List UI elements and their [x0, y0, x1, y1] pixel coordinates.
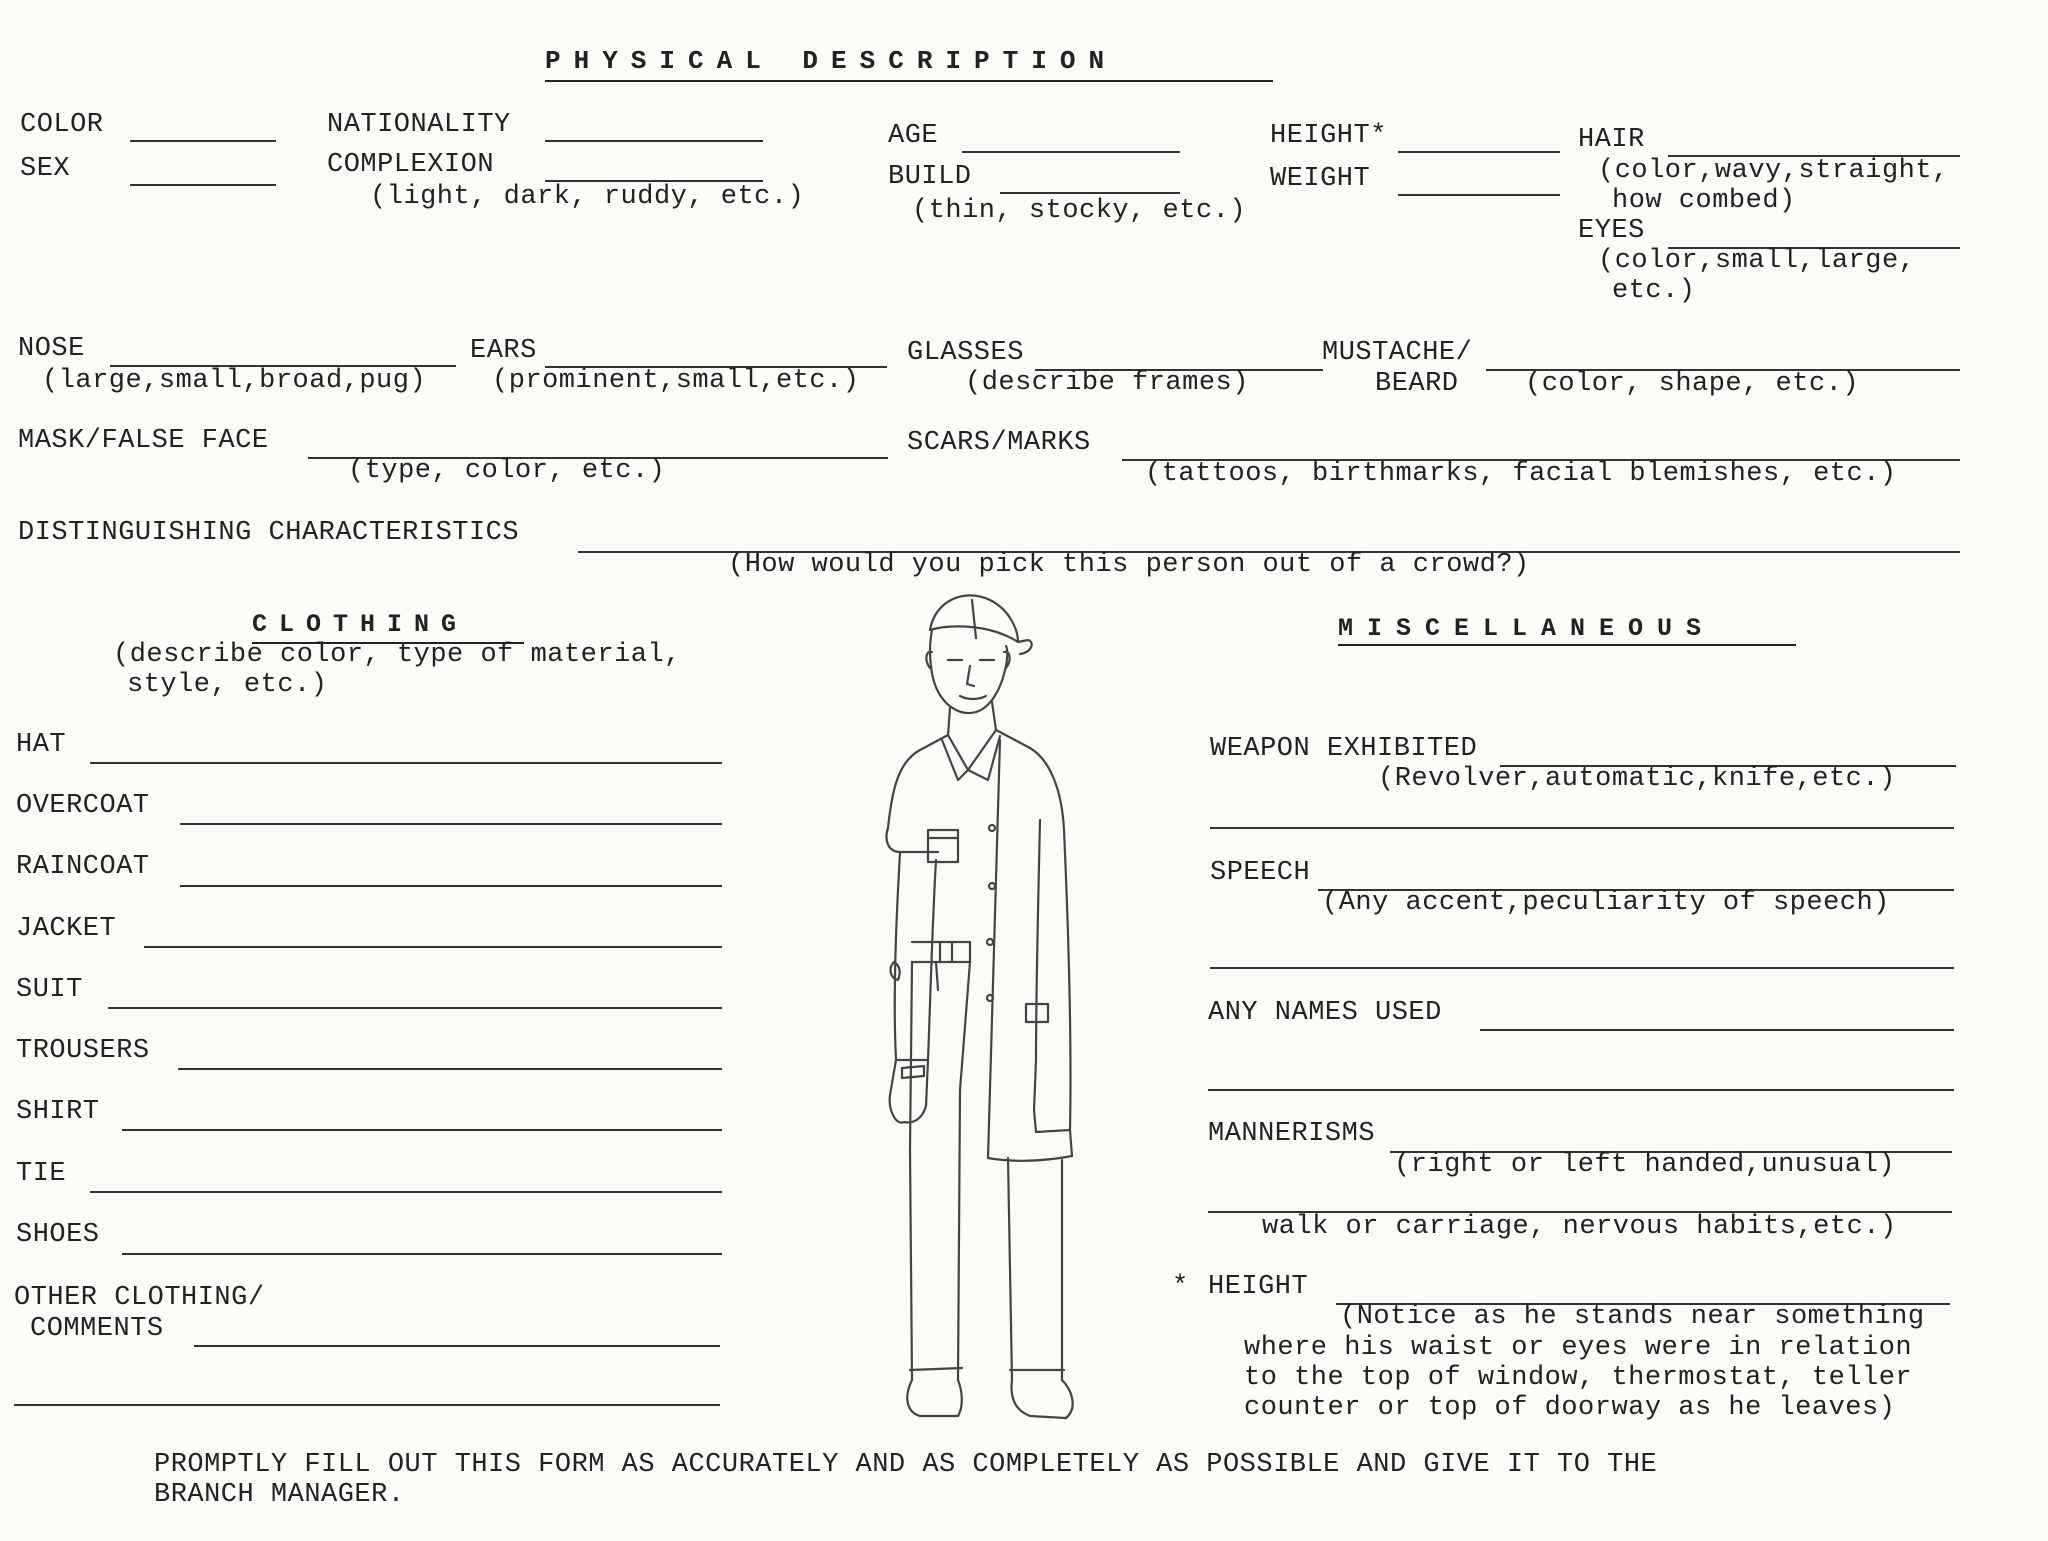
hair-label: HAIR: [1578, 125, 1645, 155]
comments-label: COMMENTS: [30, 1314, 164, 1344]
suit-label: SUIT: [16, 975, 83, 1005]
height-note-star: *: [1172, 1272, 1189, 1302]
height-note-2: where his waist or eyes were in relation: [1244, 1333, 1913, 1363]
names-field-2[interactable]: [1208, 1089, 1954, 1091]
speech-hint: (Any accent,peculiarity of speech): [1322, 888, 1890, 918]
shirt-label: SHIRT: [16, 1097, 100, 1127]
distinguishing-label: DISTINGUISHING CHARACTERISTICS: [18, 518, 520, 548]
misc-underline: [1338, 644, 1796, 646]
footer-instruction-2: BRANCH MANAGER.: [154, 1480, 405, 1510]
ears-label: EARS: [470, 336, 537, 366]
other-clothing-label: OTHER CLOTHING/: [14, 1283, 265, 1313]
footer-instruction-1: PROMPTLY FILL OUT THIS FORM AS ACCURATELY AND AS COMPLETELY AS POSSIBLE AND GIVE IT TO THE: [154, 1450, 1658, 1480]
distinguishing-hint: (How would you pick this person out of a crowd?): [728, 550, 1530, 580]
nationality-field[interactable]: [545, 140, 763, 142]
person-outline-illustration: [840, 590, 1130, 1440]
weight-field[interactable]: [1398, 194, 1560, 196]
sex-label: SEX: [20, 154, 71, 184]
height-field[interactable]: [1398, 151, 1560, 153]
weapon-field-2[interactable]: [1210, 827, 1954, 829]
speech-field-2[interactable]: [1210, 967, 1954, 969]
speech-label: SPEECH: [1210, 858, 1311, 888]
scars-hint: (tattoos, birthmarks, facial blemishes, etc.): [1145, 459, 1897, 489]
mask-hint: (type, color, etc.): [348, 456, 666, 486]
mask-label: MASK/FALSE FACE: [18, 426, 269, 456]
raincoat-field[interactable]: [180, 885, 722, 887]
glasses-hint: (describe frames): [965, 368, 1249, 398]
tie-label: TIE: [16, 1159, 67, 1189]
build-label: BUILD: [888, 162, 972, 192]
height-note-4: counter or top of doorway as he leaves): [1244, 1393, 1896, 1423]
shoes-field[interactable]: [122, 1253, 722, 1255]
height-note-label: HEIGHT: [1208, 1272, 1309, 1302]
shirt-field[interactable]: [122, 1129, 722, 1131]
weapon-label: WEAPON EXHIBITED: [1210, 734, 1478, 764]
hat-field[interactable]: [90, 762, 722, 764]
hair-hint-1: (color,wavy,straight,: [1598, 156, 1949, 186]
glasses-label: GLASSES: [907, 338, 1024, 368]
trousers-label: TROUSERS: [16, 1036, 150, 1066]
misc-heading: MISCELLANEOUS: [1338, 614, 1716, 643]
nose-label: NOSE: [18, 334, 85, 364]
nationality-label: NATIONALITY: [327, 110, 511, 140]
clothing-hint-2: style, etc.): [127, 670, 328, 700]
build-field[interactable]: [1000, 192, 1180, 194]
comments-field[interactable]: [194, 1345, 720, 1347]
eyes-label: EYES: [1578, 216, 1645, 246]
sex-field[interactable]: [130, 184, 276, 186]
tie-field[interactable]: [90, 1191, 722, 1193]
height-label: HEIGHT*: [1270, 121, 1387, 151]
mannerisms-hint-1: (right or left handed,unusual): [1394, 1150, 1896, 1180]
comments-field-2[interactable]: [14, 1404, 720, 1406]
eyes-hint-1: (color,small,large,: [1598, 246, 1916, 276]
clothing-heading: CLOTHING: [252, 610, 469, 639]
age-field[interactable]: [962, 151, 1180, 153]
overcoat-label: OVERCOAT: [16, 791, 150, 821]
shoes-label: SHOES: [16, 1220, 100, 1250]
beard-label: BEARD: [1375, 369, 1459, 399]
names-label: ANY NAMES USED: [1208, 998, 1442, 1028]
ears-hint: (prominent,small,etc.): [492, 366, 860, 396]
weapon-hint: (Revolver,automatic,knife,etc.): [1378, 764, 1896, 794]
hat-label: HAT: [16, 730, 67, 760]
build-hint: (thin, stocky, etc.): [912, 196, 1247, 226]
names-field[interactable]: [1480, 1029, 1954, 1031]
height-note-3: to the top of window, thermostat, teller: [1244, 1363, 1913, 1393]
scars-label: SCARS/MARKS: [907, 428, 1091, 458]
jacket-field[interactable]: [144, 946, 722, 948]
form-title: PHYSICAL DESCRIPTION: [545, 46, 1118, 76]
nose-hint: (large,small,broad,pug): [42, 366, 427, 396]
eyes-hint-2: etc.): [1612, 276, 1696, 306]
trousers-field[interactable]: [178, 1068, 722, 1070]
complexion-hint: (light, dark, ruddy, etc.): [370, 182, 805, 212]
title-underline: [545, 80, 1273, 82]
mustache-hint: (color, shape, etc.): [1525, 369, 1860, 399]
color-field[interactable]: [130, 140, 276, 142]
overcoat-field[interactable]: [180, 823, 722, 825]
height-note-1: (Notice as he stands near something: [1340, 1302, 1925, 1332]
mannerisms-label: MANNERISMS: [1208, 1119, 1376, 1149]
color-label: COLOR: [20, 110, 104, 140]
raincoat-label: RAINCOAT: [16, 852, 150, 882]
mustache-label: MUSTACHE/: [1322, 338, 1473, 368]
hair-hint-2: how combed): [1612, 186, 1796, 216]
clothing-hint-1: (describe color, type of material,: [113, 640, 681, 670]
complexion-label: COMPLEXION: [327, 150, 495, 180]
age-label: AGE: [888, 121, 939, 151]
weight-label: WEIGHT: [1270, 164, 1371, 194]
mannerisms-hint-2: walk or carriage, nervous habits,etc.): [1262, 1212, 1897, 1242]
suit-field[interactable]: [108, 1007, 722, 1009]
jacket-label: JACKET: [16, 914, 117, 944]
